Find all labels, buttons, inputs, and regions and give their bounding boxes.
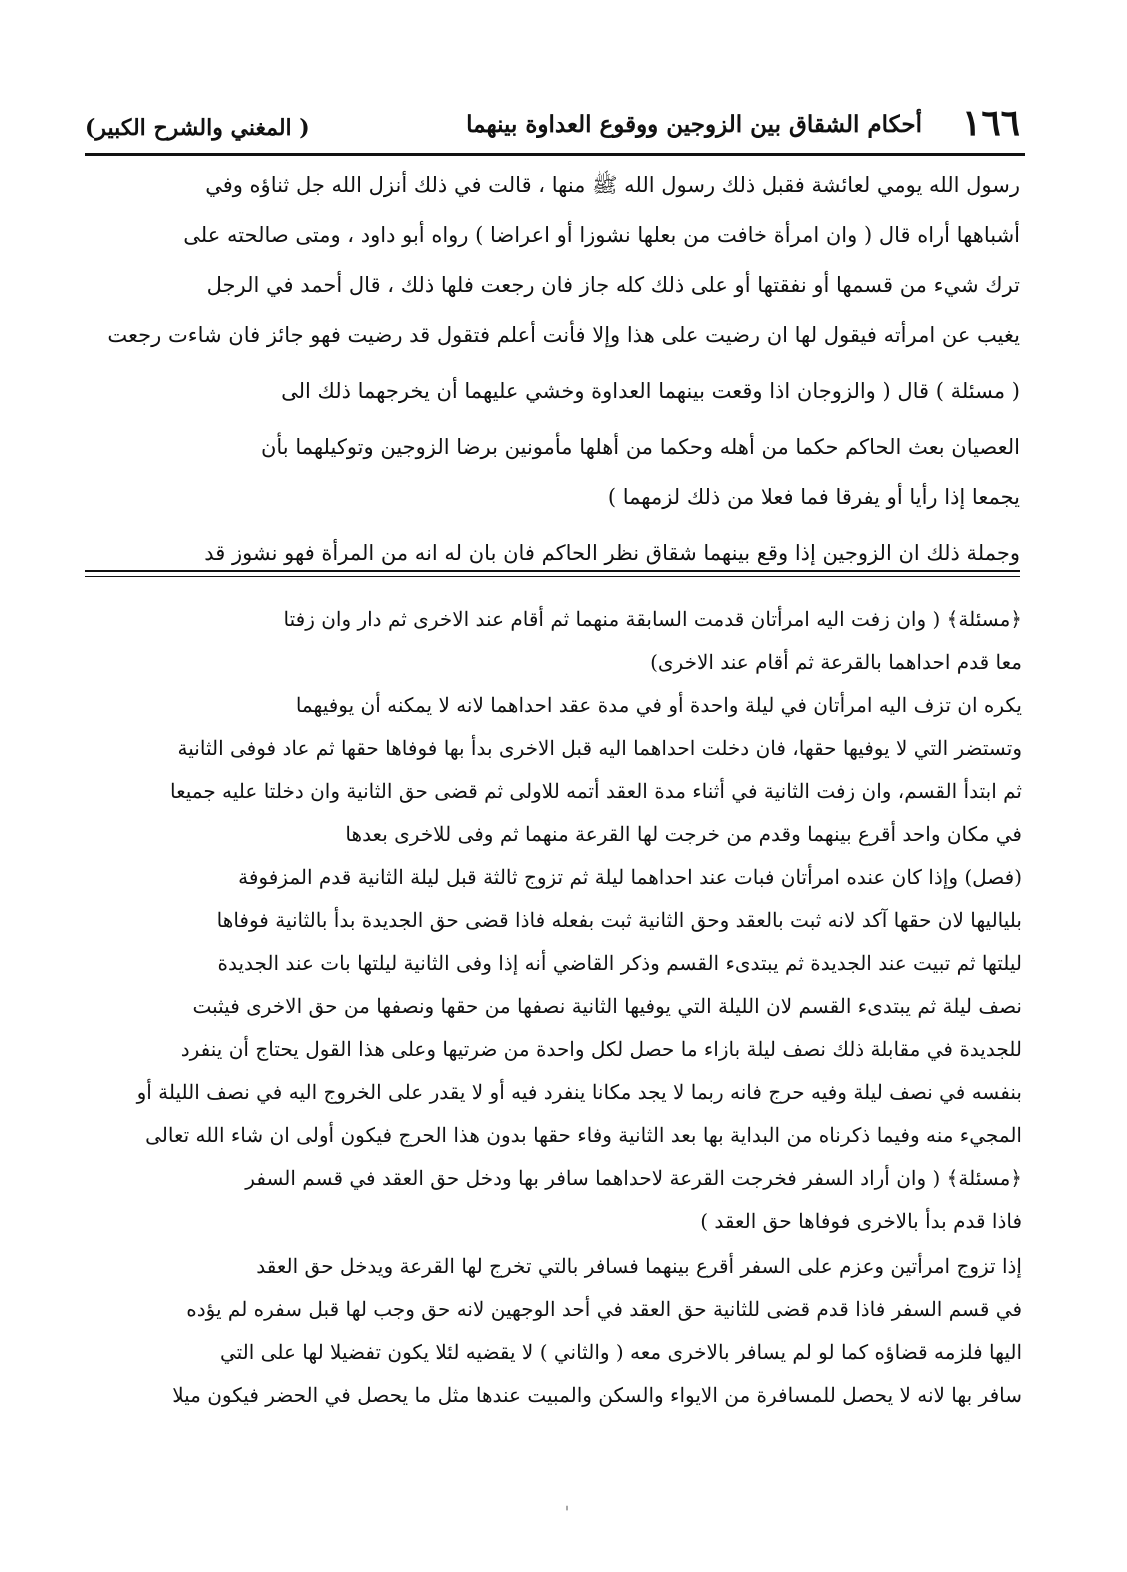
text-line: يغيب عن امرأته فيقول لها ان رضيت على هذا وإلا فأنت أعلم فتقول قد رضيت فهو جائز فان شاءت رجعت xyxy=(107,323,1020,347)
lower-text-block xyxy=(50,598,1022,1417)
text-line: ثم ابتدأ القسم، وان زفت الثانية في أثناء مدة العقد أتمه للاولى ثم قضى حق الثانية وان دخلتا عليه جميعا xyxy=(169,779,1022,803)
text-line: ﴿مسئلة﴾ ( وان زفت اليه امرأتان قدمت السابقة منهما ثم أقام عند الاخرى ثم دار وان زفتا xyxy=(283,607,1022,631)
text-line: معا قدم احداهما بالقرعة ثم أقام عند الاخرى) xyxy=(650,650,1022,674)
text-line: ( مسئلة ) قال ( والزوجان اذا وقعت بينهما العداوة وخشي عليهما أن يخرجهما ذلك الى xyxy=(281,379,1020,403)
header-rule xyxy=(85,153,1025,156)
page-number: ١٦٦ xyxy=(961,102,1020,144)
text-line: للجديدة في مقابلة ذلك نصف ليلة بازاء ما حصل لكل واحدة من ضرتيها وعلى هذا القول يحتاج أن ينفرد xyxy=(180,1037,1022,1061)
text-line: وجملة ذلك ان الزوجين إذا وقع بينهما شقاق نظر الحاكم فان بان له انه من المرأة فهو نشوز قد xyxy=(204,541,1020,565)
text-line: العصيان بعث الحاكم حكما من أهله وحكما من أهلها مأمونين برضا الزوجين وتوكيلهما بأن xyxy=(260,435,1020,459)
text-line: اليها فلزمه قضاؤه كما لو لم يسافر بالاخرى معه ( والثاني ) لا يقضيه لئلا يكون تفضيلا لها على التي xyxy=(219,1340,1022,1364)
text-line: ﴿مسئلة﴾ ( وان أراد السفر فخرجت القرعة لاحداهما سافر بها ودخل حق العقد في قسم السفر xyxy=(245,1166,1022,1190)
text-line: أشباهها أراه قال ( وان امرأة خافت من بعلها نشوزا أو اعراضا ) رواه أبو داود ، ومتى صالحته على xyxy=(183,223,1020,247)
text-line: إذا تزوج امرأتين وعزم على السفر أقرع بينهما فسافر بالتي تخرج لها القرعة ويدخل حق العقد xyxy=(256,1254,1022,1278)
text-line: يجمعا إذا رأيا أو يفرقا فما فعلا من ذلك لزمهما ) xyxy=(607,485,1020,509)
text-line: في قسم السفر فاذا قدم قضى للثانية حق العقد في أحد الوجهين لانه حق وجب لها قبل سفره لم يؤده xyxy=(186,1297,1022,1321)
text-line: فاذا قدم بدأ بالاخرى فوفاها حق العقد ) xyxy=(700,1209,1022,1233)
section-divider-thin xyxy=(85,576,1020,577)
text-line: نصف ليلة ثم يبتدىء القسم لان الليلة التي يوفيها الثانية نصفها من حقها ونصفها من حق الاخرى فيثبت xyxy=(192,994,1022,1018)
text-line: في مكان واحد أقرع بينهما وقدم من خرجت لها القرعة منهما ثم وفى للاخرى بعدها xyxy=(345,822,1022,846)
book-title: ( المغني والشرح الكبير) xyxy=(85,115,310,141)
text-line: يكره ان تزف اليه امرأتان في ليلة واحدة أو في مدة عقد احداهما لانه لا يمكنه أن يوفيهما xyxy=(295,693,1022,717)
chapter-title: أحكام الشقاق بين الزوجين ووقوع العداوة بينهما xyxy=(466,111,922,138)
text-line: وتستضر التي لا يوفيها حقها، فان دخلت احداهما اليه قبل الاخرى بدأ بها فوفاها حقها ثم عاد فوفى الثانية xyxy=(177,736,1022,760)
upper-text-block xyxy=(68,160,1020,578)
page-header xyxy=(85,100,1020,152)
text-line: المجيء منه وفيما ذكرناه من البداية بها بعد الثانية وفاء حقها بدون هذا الحرج فيكون أولى ان شاء الله تعالى xyxy=(145,1123,1022,1147)
text-line: سافر بها لانه لا يحصل للمسافرة من الايواء والسكن والمبيت عندها مثل ما يحصل في الحضر فيكون ميلا xyxy=(172,1383,1022,1407)
text-line: ترك شيء من قسمها أو نفقتها أو على ذلك كله جاز فان رجعت فلها ذلك ، قال أحمد في الرجل xyxy=(206,273,1020,297)
text-line: بلياليها لان حقها آكد لانه ثبت بالعقد وحق الثانية ثبت بفعله فاذا قضى حق الجديدة بدأ بالثانية فوفاها xyxy=(216,908,1022,932)
text-line: ليلتها ثم تبيت عند الجديدة ثم يبتدىء القسم وذكر القاضي أنه إذا وفى الثانية ليلتها بات عند الجديدة xyxy=(217,951,1022,975)
text-line: رسول الله يومي لعائشة فقبل ذلك رسول الله ﷺ منها ، قالت في ذلك أنزل الله جل ثناؤه وفي xyxy=(205,173,1020,197)
text-line: بنفسه في نصف ليلة وفيه حرج فانه ربما لا يجد مكانا ينفرد فيه أو لا يقدر على الخروج اليه في نصف الليلة أو xyxy=(136,1080,1022,1104)
section-divider xyxy=(85,570,1020,572)
text-line: (فصل) وإذا كان عنده امرأتان فبات عند احداهما ليلة ثم تزوج ثالثة قبل ليلة الثانية قدم المزفوفة xyxy=(238,865,1022,889)
